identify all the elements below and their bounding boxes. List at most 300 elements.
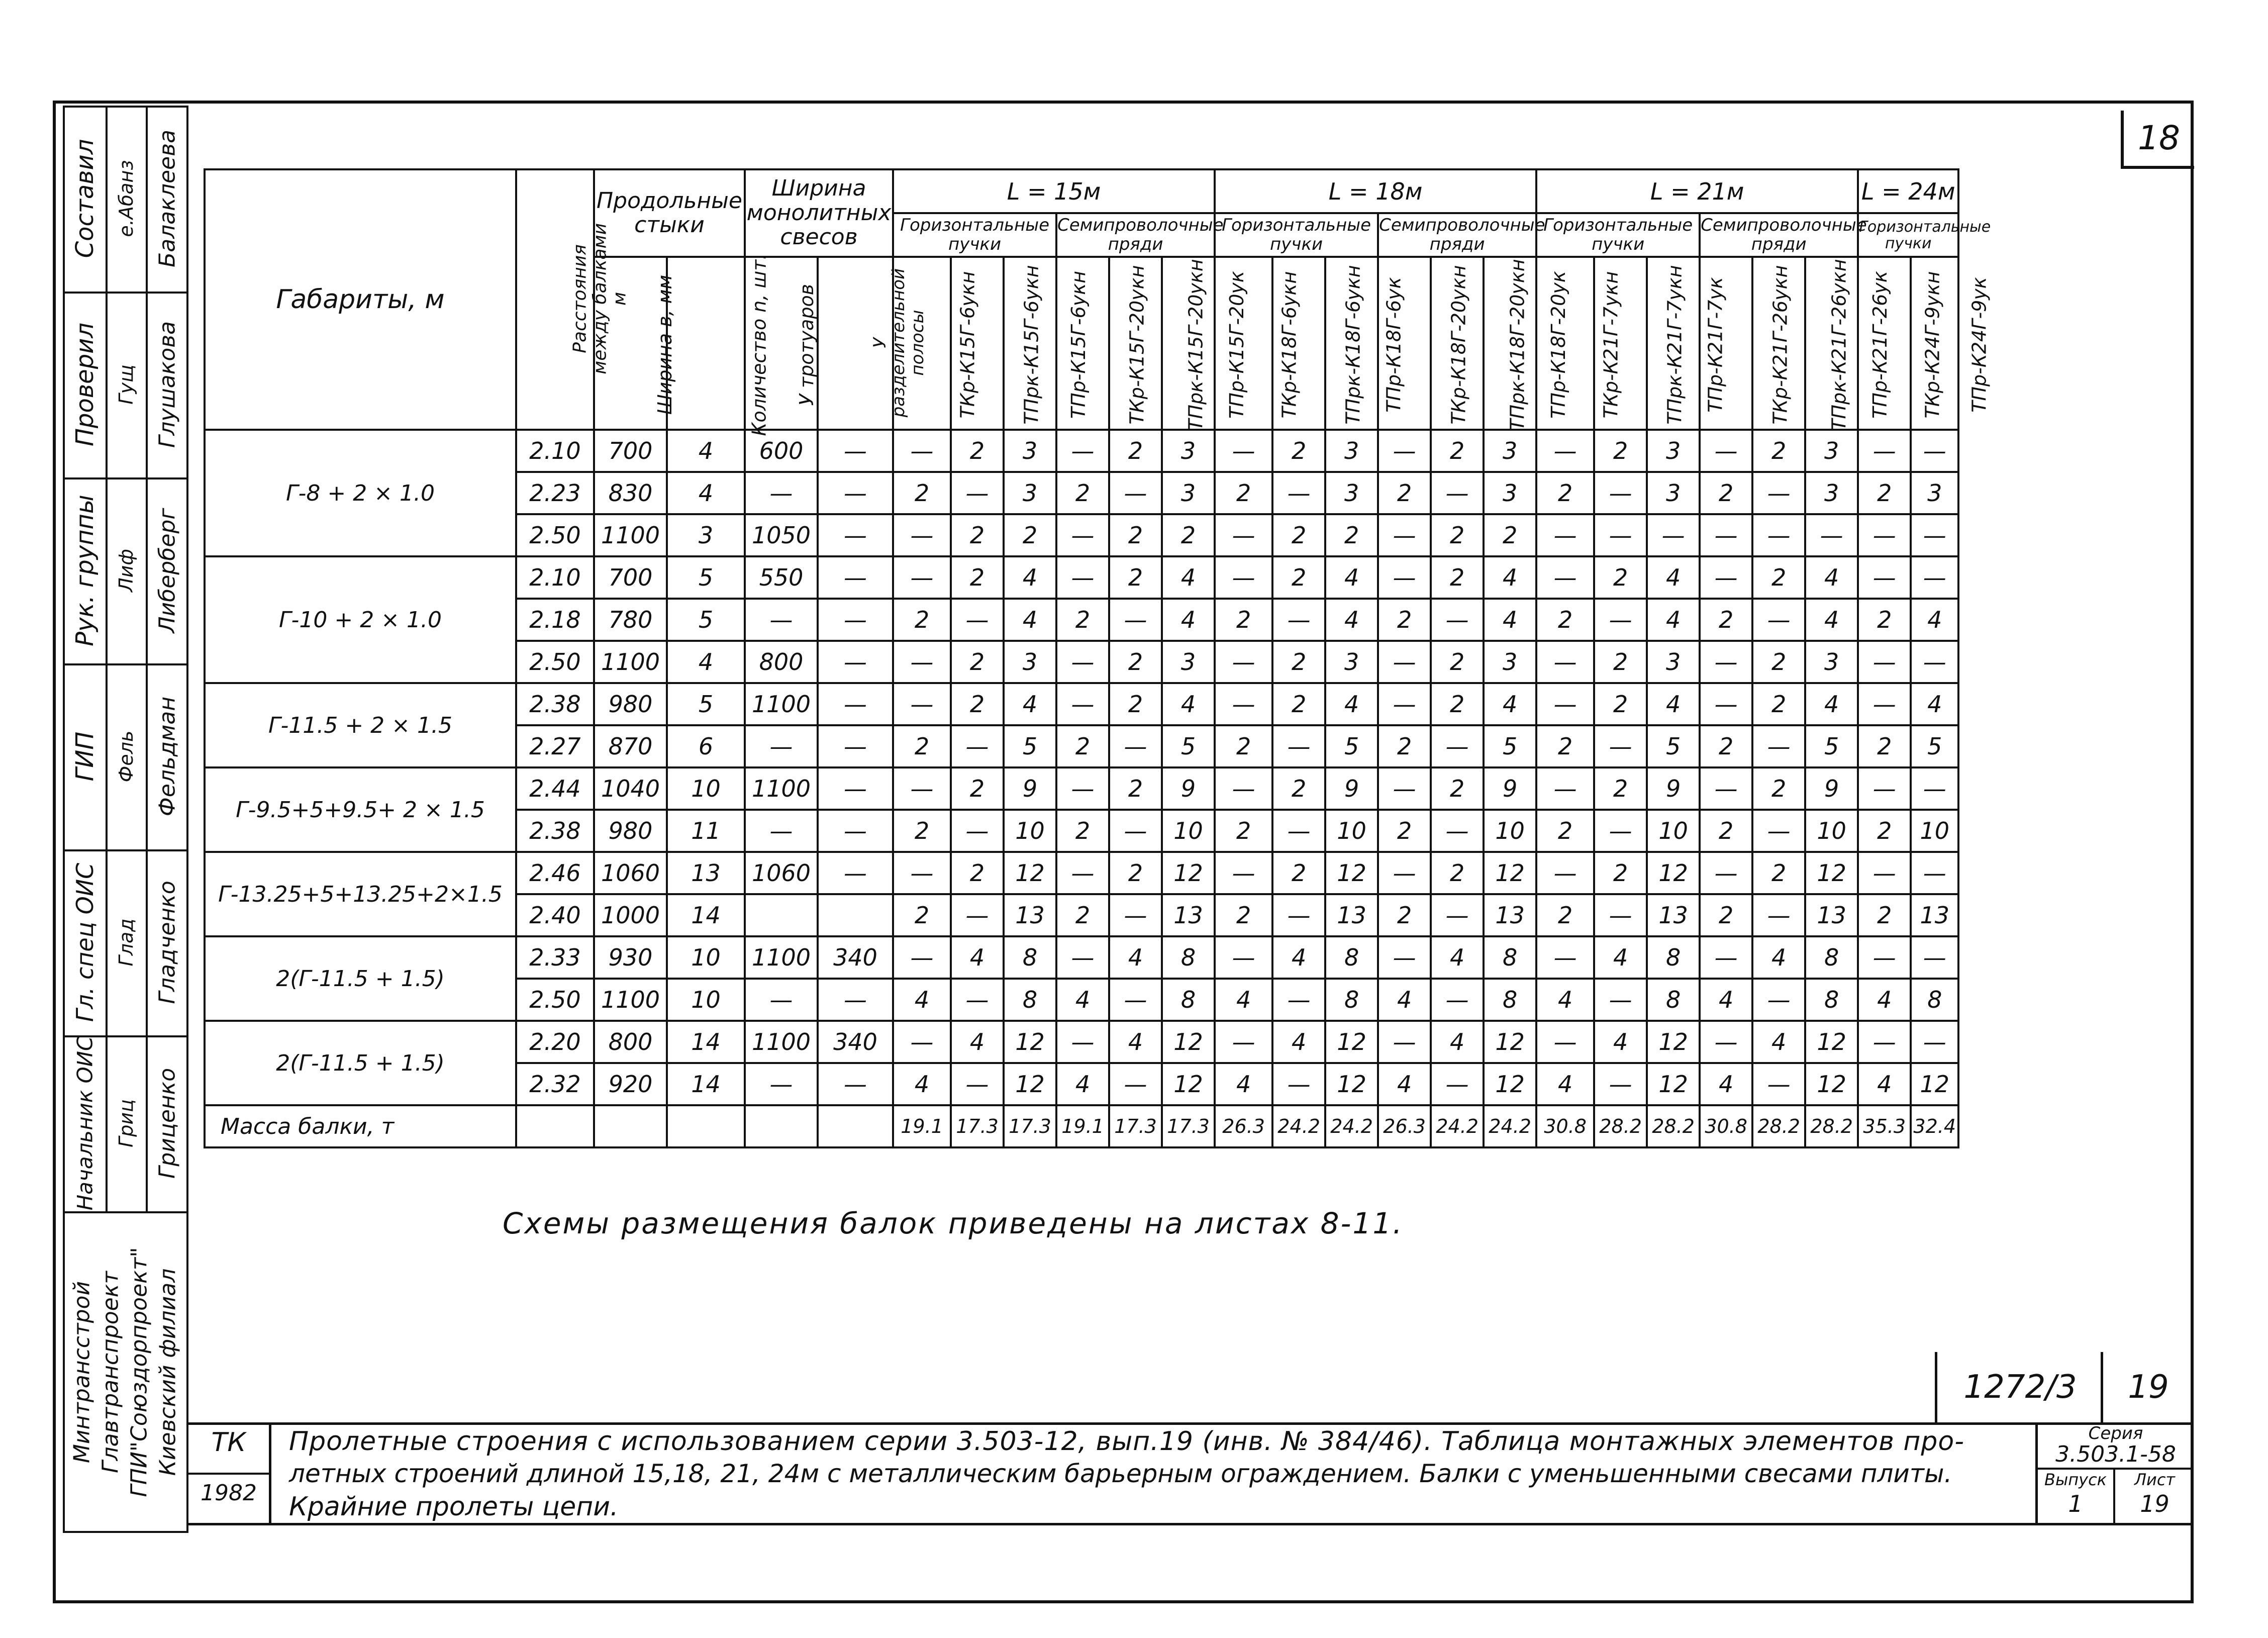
table-cell: —	[1536, 641, 1594, 683]
table-cell: 12	[1004, 1021, 1056, 1063]
table-cell: —	[1109, 979, 1162, 1021]
table-cell: —	[1700, 767, 1752, 810]
table-cell: —	[1378, 1021, 1431, 1063]
table-cell: —	[951, 1063, 1004, 1105]
table-cell: —	[1911, 514, 1958, 556]
table-cell: 5	[1484, 725, 1536, 767]
table-cell: 4	[1004, 556, 1056, 599]
role-gip: ГИП	[71, 731, 99, 782]
table-cell: 1050	[745, 514, 818, 556]
table-cell: —	[1858, 1021, 1911, 1063]
table-cell: 2	[951, 641, 1004, 683]
table-cell: 2	[1594, 641, 1647, 683]
table-cell: 8	[1805, 936, 1858, 979]
table-cell: —	[1911, 641, 1958, 683]
table-cell: 4	[1431, 936, 1484, 979]
table-cell: 2	[1858, 472, 1911, 514]
table-cell: 5	[1911, 725, 1958, 767]
table-cell: 9	[1325, 767, 1378, 810]
table-row	[205, 1021, 1958, 1063]
title-block-divider	[269, 1422, 271, 1523]
table-cell: —	[1378, 641, 1431, 683]
mass-value: 24.2	[1272, 1105, 1325, 1147]
table-cell: 13	[667, 852, 745, 894]
table-cell: 2	[1004, 514, 1056, 556]
gabarit-cell: 2(Г-11.5 + 1.5)	[205, 1021, 516, 1105]
table-cell: 3	[1004, 430, 1056, 472]
table-cell: —	[1858, 514, 1911, 556]
table-cell: —	[745, 810, 818, 852]
table-cell: 4	[1056, 979, 1109, 1021]
table-cell: —	[1594, 1063, 1647, 1105]
table-cell: —	[1056, 683, 1109, 725]
header-gabarit: Габариты, м	[205, 169, 516, 430]
table-cell: —	[1594, 979, 1647, 1021]
table-cell: 4	[667, 430, 745, 472]
header-overhang-sidewalk: У тротуаров	[745, 257, 818, 430]
table-cell: —	[1700, 641, 1752, 683]
table-cell: 14	[667, 1021, 745, 1063]
table-cell: 1000	[594, 894, 667, 936]
table-cell: 10	[1911, 810, 1958, 852]
table-cell: —	[1700, 936, 1752, 979]
table-cell: —	[818, 514, 893, 556]
table-cell: —	[1594, 810, 1647, 852]
table-cell: —	[1700, 556, 1752, 599]
table-cell: 2	[1752, 430, 1805, 472]
group-21-horizontal: Горизонтальные пучки	[1536, 213, 1700, 257]
table-cell: 4	[1805, 599, 1858, 641]
beam-code: ТПр-К21Г-26ук	[1805, 257, 1858, 430]
table-row	[205, 767, 1958, 810]
table-cell: 3	[1004, 472, 1056, 514]
beam-table	[204, 168, 1991, 1148]
table-cell: 2	[1594, 556, 1647, 599]
table-cell: —	[1109, 725, 1162, 767]
sheet-label: Лист	[2134, 1470, 2176, 1489]
table-cell: —	[1700, 683, 1752, 725]
table-cell: 13	[1004, 894, 1056, 936]
table-cell: 2	[1378, 472, 1431, 514]
table-cell: 2.10	[516, 556, 594, 599]
gabarit-cell: 2(Г-11.5 + 1.5)	[205, 936, 516, 1021]
table-cell: 2	[1594, 430, 1647, 472]
table-cell: —	[1215, 1021, 1272, 1063]
table-cell: 550	[745, 556, 818, 599]
beam-code: ТПрк-К15Г-20укн	[1109, 257, 1162, 430]
role-group-head: Рук. группы	[71, 495, 99, 646]
table-cell: 5	[1325, 725, 1378, 767]
table-cell: 2	[1056, 725, 1109, 767]
table-cell: 12	[1805, 852, 1858, 894]
table-cell: —	[745, 599, 818, 641]
table-cell: —	[745, 1063, 818, 1105]
table-cell: 13	[1162, 894, 1215, 936]
table-cell: 1100	[745, 1021, 818, 1063]
table-cell: 3	[1805, 472, 1858, 514]
table-cell: 10	[1325, 810, 1378, 852]
table-cell: 2.44	[516, 767, 594, 810]
table-cell: 2.50	[516, 641, 594, 683]
mass-value: 17.3	[1109, 1105, 1162, 1147]
table-cell: 3	[1325, 472, 1378, 514]
table-cell: —	[1215, 556, 1272, 599]
table-cell: 2.18	[516, 599, 594, 641]
table-cell: —	[1594, 894, 1647, 936]
mass-value: 32.4	[1911, 1105, 1958, 1147]
title-line-2: летных строений длиной 15,18, 21, 24м с металлическим барьерным ограждением. Балки с уменьшенными свесами плиты.	[289, 1459, 1952, 1488]
table-cell: 1040	[594, 767, 667, 810]
table-cell: 8	[1004, 936, 1056, 979]
table-cell: 2	[1215, 725, 1272, 767]
table-cell: —	[1858, 852, 1911, 894]
table-cell: 2	[1594, 767, 1647, 810]
beam-code: ТПр-К18Г-6ук	[1325, 257, 1378, 430]
table-cell: —	[1272, 810, 1325, 852]
table-cell: 2	[1431, 767, 1484, 810]
table-cell: 2	[1858, 725, 1911, 767]
name-group-head: Либерберг	[154, 508, 180, 633]
table-cell: —	[1431, 810, 1484, 852]
table-cell: —	[1594, 514, 1647, 556]
gabarit-cell: Г-8 + 2 × 1.0	[205, 430, 516, 556]
table-cell: 2	[1752, 767, 1805, 810]
table-cell: 2	[1536, 810, 1594, 852]
table-cell: 5	[1004, 725, 1056, 767]
table-cell: —	[893, 641, 951, 683]
table-cell: 8	[1484, 979, 1536, 1021]
table-cell: 4	[1215, 979, 1272, 1021]
table-cell: —	[1431, 894, 1484, 936]
table-cell: —	[893, 767, 951, 810]
signature-checked: Гущ	[115, 364, 137, 405]
header-joint-width: Ширина в, мм	[594, 257, 667, 430]
table-cell: 12	[1004, 852, 1056, 894]
table-cell: 4	[1004, 683, 1056, 725]
beam-code: ТПр-К18Г-20ук	[1484, 257, 1536, 430]
beam-code: ТКр-К24Г-9укн	[1858, 257, 1911, 430]
table-cell: —	[1272, 472, 1325, 514]
table-cell: —	[1109, 1063, 1162, 1105]
table-cell: —	[1056, 430, 1109, 472]
table-cell: 4	[1805, 556, 1858, 599]
table-cell: —	[818, 599, 893, 641]
table-cell: 2	[1215, 810, 1272, 852]
name-dept-head: Гриценко	[154, 1068, 180, 1179]
mass-row	[205, 1105, 1958, 1147]
table-cell: 9	[1162, 767, 1215, 810]
table-cell: —	[1378, 514, 1431, 556]
side-stamp	[63, 106, 188, 1533]
table-cell: —	[951, 979, 1004, 1021]
table-cell: 5	[1805, 725, 1858, 767]
table-cell: —	[1911, 852, 1958, 894]
table-cell: 4	[1911, 683, 1958, 725]
table-cell: —	[1536, 767, 1594, 810]
beam-code: ТПр-К24Г-9ук	[1911, 257, 1958, 430]
table-cell: 4	[1647, 599, 1700, 641]
table-cell: —	[1858, 641, 1911, 683]
table-cell: —	[893, 683, 951, 725]
table-cell: —	[818, 641, 893, 683]
table-cell: —	[1911, 936, 1958, 979]
header-span-21: L = 21м	[1536, 169, 1858, 213]
table-cell: 8	[1911, 979, 1958, 1021]
table-cell: 2	[951, 514, 1004, 556]
table-cell: —	[1215, 430, 1272, 472]
table-cell: —	[818, 979, 893, 1021]
table-cell: 4	[1215, 1063, 1272, 1105]
table-cell: 2	[1378, 810, 1431, 852]
table-cell: 2	[1752, 852, 1805, 894]
table-cell: 4	[1378, 979, 1431, 1021]
issue-label: Выпуск	[2044, 1470, 2107, 1489]
mass-value: 30.8	[1536, 1105, 1594, 1147]
gabarit-cell: Г-13.25+5+13.25+2×1.5	[205, 852, 516, 936]
table-cell: 870	[594, 725, 667, 767]
table-cell: 4	[1162, 556, 1215, 599]
year: 1982	[201, 1480, 257, 1506]
table-cell: 3	[1162, 641, 1215, 683]
table-cell: —	[745, 725, 818, 767]
header-overhang-divider: У разделительной полосы	[818, 257, 893, 430]
table-cell: 2	[1700, 472, 1752, 514]
table-cell: —	[1752, 894, 1805, 936]
table-cell: 10	[667, 767, 745, 810]
table-cell: 13	[1647, 894, 1700, 936]
table-cell: —	[1431, 599, 1484, 641]
table-cell: 780	[594, 599, 667, 641]
table-cell: 2	[1752, 641, 1805, 683]
table-cell: 2.46	[516, 852, 594, 894]
table-cell: 3	[1484, 430, 1536, 472]
table-cell: 4	[1594, 936, 1647, 979]
table-cell: 2	[1162, 514, 1215, 556]
table-cell: 8	[1805, 979, 1858, 1021]
table-cell: 12	[1325, 1063, 1378, 1105]
table-cell: —	[1109, 599, 1162, 641]
table-cell: 4	[1752, 936, 1805, 979]
top-sheet-number: 18	[2121, 111, 2194, 169]
table-cell: 2	[1056, 894, 1109, 936]
table-cell: —	[1536, 430, 1594, 472]
table-cell: —	[1431, 725, 1484, 767]
table-cell: 12	[1162, 1063, 1215, 1105]
table-cell: —	[1536, 1021, 1594, 1063]
mass-value: 24.2	[1484, 1105, 1536, 1147]
table-cell: 4	[1004, 599, 1056, 641]
header-span-15: L = 15м	[893, 169, 1215, 213]
table-cell: 4	[1056, 1063, 1109, 1105]
table-cell: 2	[1378, 599, 1431, 641]
table-cell: —	[818, 725, 893, 767]
table-cell: 830	[594, 472, 667, 514]
table-cell: 4	[1700, 979, 1752, 1021]
table-cell: —	[1056, 514, 1109, 556]
table-cell: —	[1109, 894, 1162, 936]
table-cell: —	[1378, 936, 1431, 979]
table-row	[205, 852, 1958, 894]
table-cell: 2	[1109, 683, 1162, 725]
table-cell: 2	[1109, 767, 1162, 810]
mass-value: 19.1	[893, 1105, 951, 1147]
table-cell: 2.27	[516, 725, 594, 767]
table-cell: —	[1215, 641, 1272, 683]
table-cell: 12	[1805, 1021, 1858, 1063]
table-cell: 2	[893, 472, 951, 514]
table-cell: —	[1536, 936, 1594, 979]
table-cell: 3	[1805, 641, 1858, 683]
gabarit-cell: Г-11.5 + 2 × 1.5	[205, 683, 516, 767]
table-cell: —	[1272, 979, 1325, 1021]
table-cell: —	[1594, 725, 1647, 767]
table-cell: —	[951, 810, 1004, 852]
table-cell: 4	[1752, 1021, 1805, 1063]
table-cell: 13	[1484, 894, 1536, 936]
table-cell: 9	[1647, 767, 1700, 810]
table-cell: 3	[1911, 472, 1958, 514]
table-cell: —	[1752, 1063, 1805, 1105]
top-border	[63, 106, 2194, 111]
table-cell: 2	[1431, 430, 1484, 472]
table-cell: 3	[1325, 430, 1378, 472]
table-cell: 4	[1109, 1021, 1162, 1063]
signature-compiled: е.Абанз	[115, 160, 137, 237]
table-cell: 11	[667, 810, 745, 852]
table-cell: —	[1215, 514, 1272, 556]
table-cell: —	[1594, 599, 1647, 641]
table-cell: 2	[1272, 556, 1325, 599]
table-cell: 9	[1484, 767, 1536, 810]
table-cell: 2	[1594, 683, 1647, 725]
table-cell: 1100	[745, 936, 818, 979]
table-cell: 8	[1325, 936, 1378, 979]
table-cell: 600	[745, 430, 818, 472]
table-cell: —	[818, 852, 893, 894]
table-cell: —	[818, 683, 893, 725]
table-cell: —	[745, 472, 818, 514]
table-cell: 2	[1752, 556, 1805, 599]
table-cell: —	[1752, 514, 1805, 556]
table-cell: —	[893, 852, 951, 894]
name-checked: Глушакова	[154, 321, 180, 448]
doc-number: 1272/3	[1935, 1352, 2103, 1422]
table-cell: 4	[667, 641, 745, 683]
beam-code: ТКр-К15Г-6укн	[893, 257, 951, 430]
role-chief-spec: Гл. спец ОИС	[71, 862, 98, 1022]
table-cell: —	[1536, 683, 1594, 725]
table-cell: 2.50	[516, 979, 594, 1021]
title-line-1: Пролетные строения с использованием серии 3.503-12, вып.19 (инв. № 384/46). Таблица монтажных элементов про-	[289, 1426, 1964, 1457]
table-cell: 2	[1272, 767, 1325, 810]
table-cell: 3	[1647, 472, 1700, 514]
table-cell: 4	[667, 472, 745, 514]
table-cell: 8	[1162, 936, 1215, 979]
table-cell: —	[1700, 514, 1752, 556]
table-cell: 14	[667, 1063, 745, 1105]
table-cell: 2	[1536, 599, 1594, 641]
table-cell: 4	[1325, 556, 1378, 599]
mass-value: 28.2	[1805, 1105, 1858, 1147]
table-cell: —	[1109, 810, 1162, 852]
table-cell: 12	[1484, 1021, 1536, 1063]
table-cell: 3	[1647, 641, 1700, 683]
table-cell: —	[951, 894, 1004, 936]
table-cell: 4	[951, 1021, 1004, 1063]
table-cell: —	[1056, 936, 1109, 979]
mass-value: 28.2	[1752, 1105, 1805, 1147]
table-cell: 2.10	[516, 430, 594, 472]
table-cell: —	[1215, 683, 1272, 725]
table-cell: 2	[1700, 810, 1752, 852]
table-cell: 12	[1325, 852, 1378, 894]
signature-chief-spec: Глад	[115, 918, 137, 967]
table-cell: —	[1378, 852, 1431, 894]
table-cell: 1100	[594, 514, 667, 556]
role-compiled: Составил	[71, 139, 99, 258]
table-cell: 1100	[594, 641, 667, 683]
table-cell: 2.50	[516, 514, 594, 556]
table-cell: 2	[893, 810, 951, 852]
org-institute: ГПИ"Союздорпроект"	[126, 1247, 152, 1497]
table-cell: 2	[951, 683, 1004, 725]
table-cell: 10	[1162, 810, 1215, 852]
table-cell: 1060	[745, 852, 818, 894]
beam-code: ТКр-К15Г-20укн	[1056, 257, 1109, 430]
table-cell: 3	[1162, 472, 1215, 514]
header-overhang: Ширина монолитных свесов	[745, 169, 893, 257]
table-cell: 2	[951, 852, 1004, 894]
table-cell: 4	[893, 1063, 951, 1105]
org-ministry: Минтрансстрой	[69, 1281, 95, 1464]
beam-code: ТПрк-К21Г-7укн	[1594, 257, 1647, 430]
table-cell: 2	[1700, 599, 1752, 641]
table-cell: 2	[1109, 430, 1162, 472]
table-cell: —	[1378, 683, 1431, 725]
table-cell: 2	[1056, 472, 1109, 514]
mass-value: 30.8	[1700, 1105, 1752, 1147]
table-cell: —	[893, 430, 951, 472]
table-cell: 12	[1647, 852, 1700, 894]
table-cell: 2	[1536, 725, 1594, 767]
table-cell: 2	[1272, 683, 1325, 725]
table-cell: —	[1752, 979, 1805, 1021]
table-cell: 12	[1484, 852, 1536, 894]
header-span-18: L = 18м	[1215, 169, 1536, 213]
table-cell: 2	[1056, 599, 1109, 641]
beam-code: ТПрк-К18Г-6укн	[1272, 257, 1325, 430]
table-cell: —	[1647, 514, 1700, 556]
table-cell: —	[1858, 767, 1911, 810]
table-cell: 4	[1272, 936, 1325, 979]
role-dept-head: Начальник ОИС	[72, 1036, 97, 1211]
group-15-horizontal: Горизонтальные пучки	[893, 213, 1056, 257]
group-18-strands: Семипроволочные пряди	[1378, 213, 1536, 257]
signature-dept-head: Гриц	[115, 1099, 137, 1147]
table-cell: 10	[667, 979, 745, 1021]
table-cell: 8	[1647, 936, 1700, 979]
table-cell: —	[1858, 936, 1911, 979]
table-cell: —	[1056, 767, 1109, 810]
table-cell: —	[893, 514, 951, 556]
table-cell: 2	[1431, 683, 1484, 725]
table-cell: 2	[893, 725, 951, 767]
table-cell: 4	[1431, 1021, 1484, 1063]
header-span-24: L = 24м	[1858, 169, 1958, 213]
table-cell: 4	[1109, 936, 1162, 979]
table-cell: 4	[1647, 683, 1700, 725]
table-cell	[745, 894, 818, 936]
